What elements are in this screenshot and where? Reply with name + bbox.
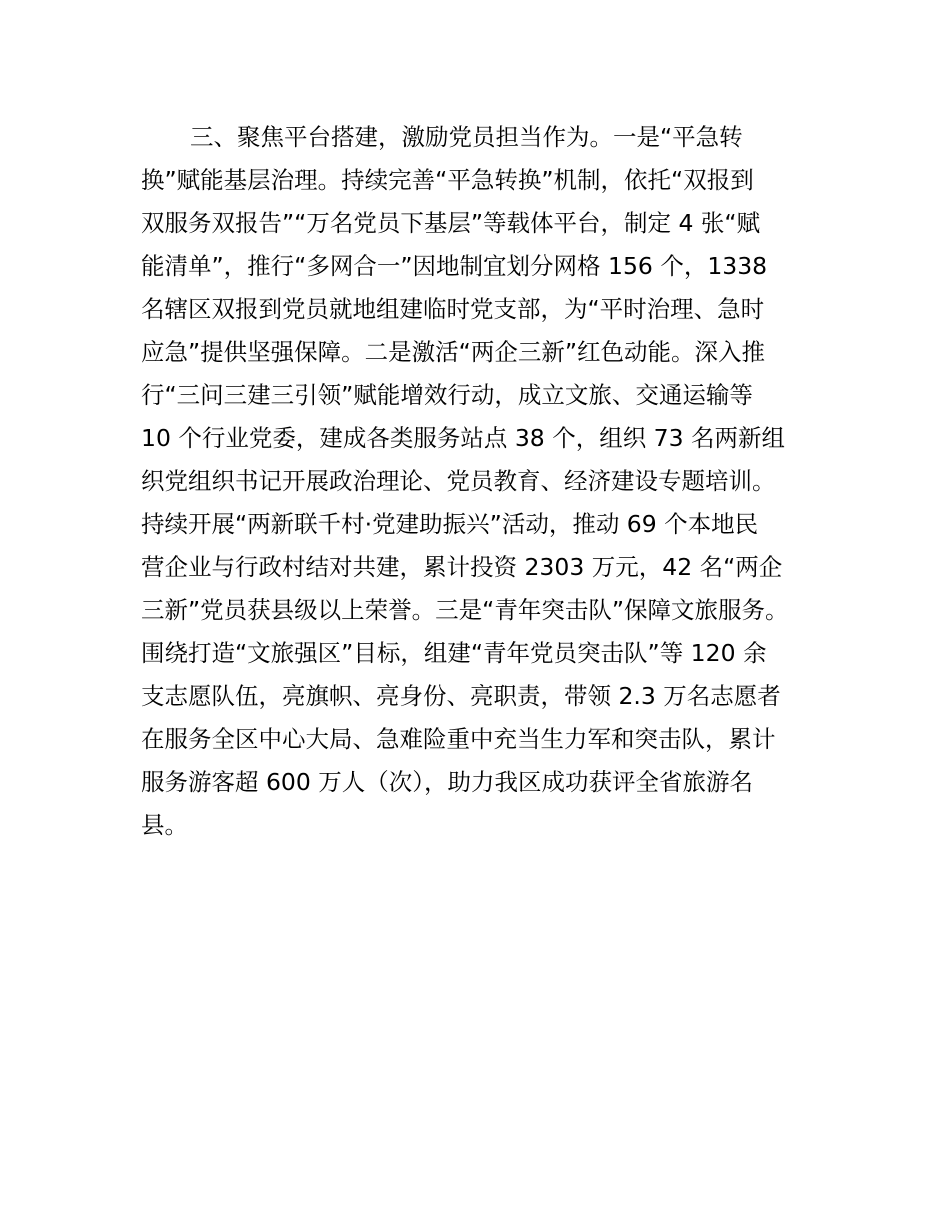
- paragraph-line: 持续开展“两新联千村·党建助振兴”活动，推动 69 个本地民: [141, 510, 759, 538]
- paragraph-line: 县。: [141, 811, 188, 839]
- paragraph-line: 能清单”，推行“多网合一”因地制宜划分网格 156 个，1338: [141, 252, 768, 280]
- paragraph-line: 营企业与行政村结对共建，累计投资 2303 万元，42 名“两企: [141, 553, 783, 581]
- paragraph-line: 三、聚焦平台搭建，激励党员担当作为。一是“平急转: [190, 123, 743, 151]
- paragraph-line: 双服务双报告”“万名党员下基层”等载体平台，制定 4 张“赋: [141, 209, 761, 237]
- paragraph-line: 支志愿队伍，亮旗帜、亮身份、亮职责，带领 2.3 万名志愿者: [141, 682, 781, 710]
- paragraph-line: 服务游客超 600 万人（次），助力我区成功获评全省旅游名: [141, 768, 754, 796]
- paragraph-line: 10 个行业党委，建成各类服务站点 38 个，组织 73 名两新组: [141, 424, 786, 452]
- body-paragraph: [141, 116, 831, 847]
- paragraph-line: 换”赋能基层治理。持续完善“平急转换”机制，依托“双报到: [141, 166, 754, 194]
- paragraph-line: 行“三问三建三引领”赋能增效行动，成立文旅、交通运输等: [141, 381, 753, 409]
- paragraph-line: 名辖区双报到党员就地组建临时党支部，为“平时治理、急时: [141, 295, 765, 323]
- paragraph-line: 织党组织书记开展政治理论、党员教育、经济建设专题培训。: [141, 467, 776, 495]
- paragraph-line: 在服务全区中心大局、急难险重中充当生力军和突击队，累计: [141, 725, 776, 753]
- paragraph-line: 围绕打造“文旅强区”目标，组建“青年党员突击队”等 120 余: [141, 639, 767, 667]
- paragraph-line: 应急”提供坚强保障。二是激活“两企三新”红色动能。深入推: [141, 338, 766, 366]
- paragraph-line: 三新”党员获县级以上荣誉。三是“青年突击队”保障文旅服务。: [141, 596, 789, 624]
